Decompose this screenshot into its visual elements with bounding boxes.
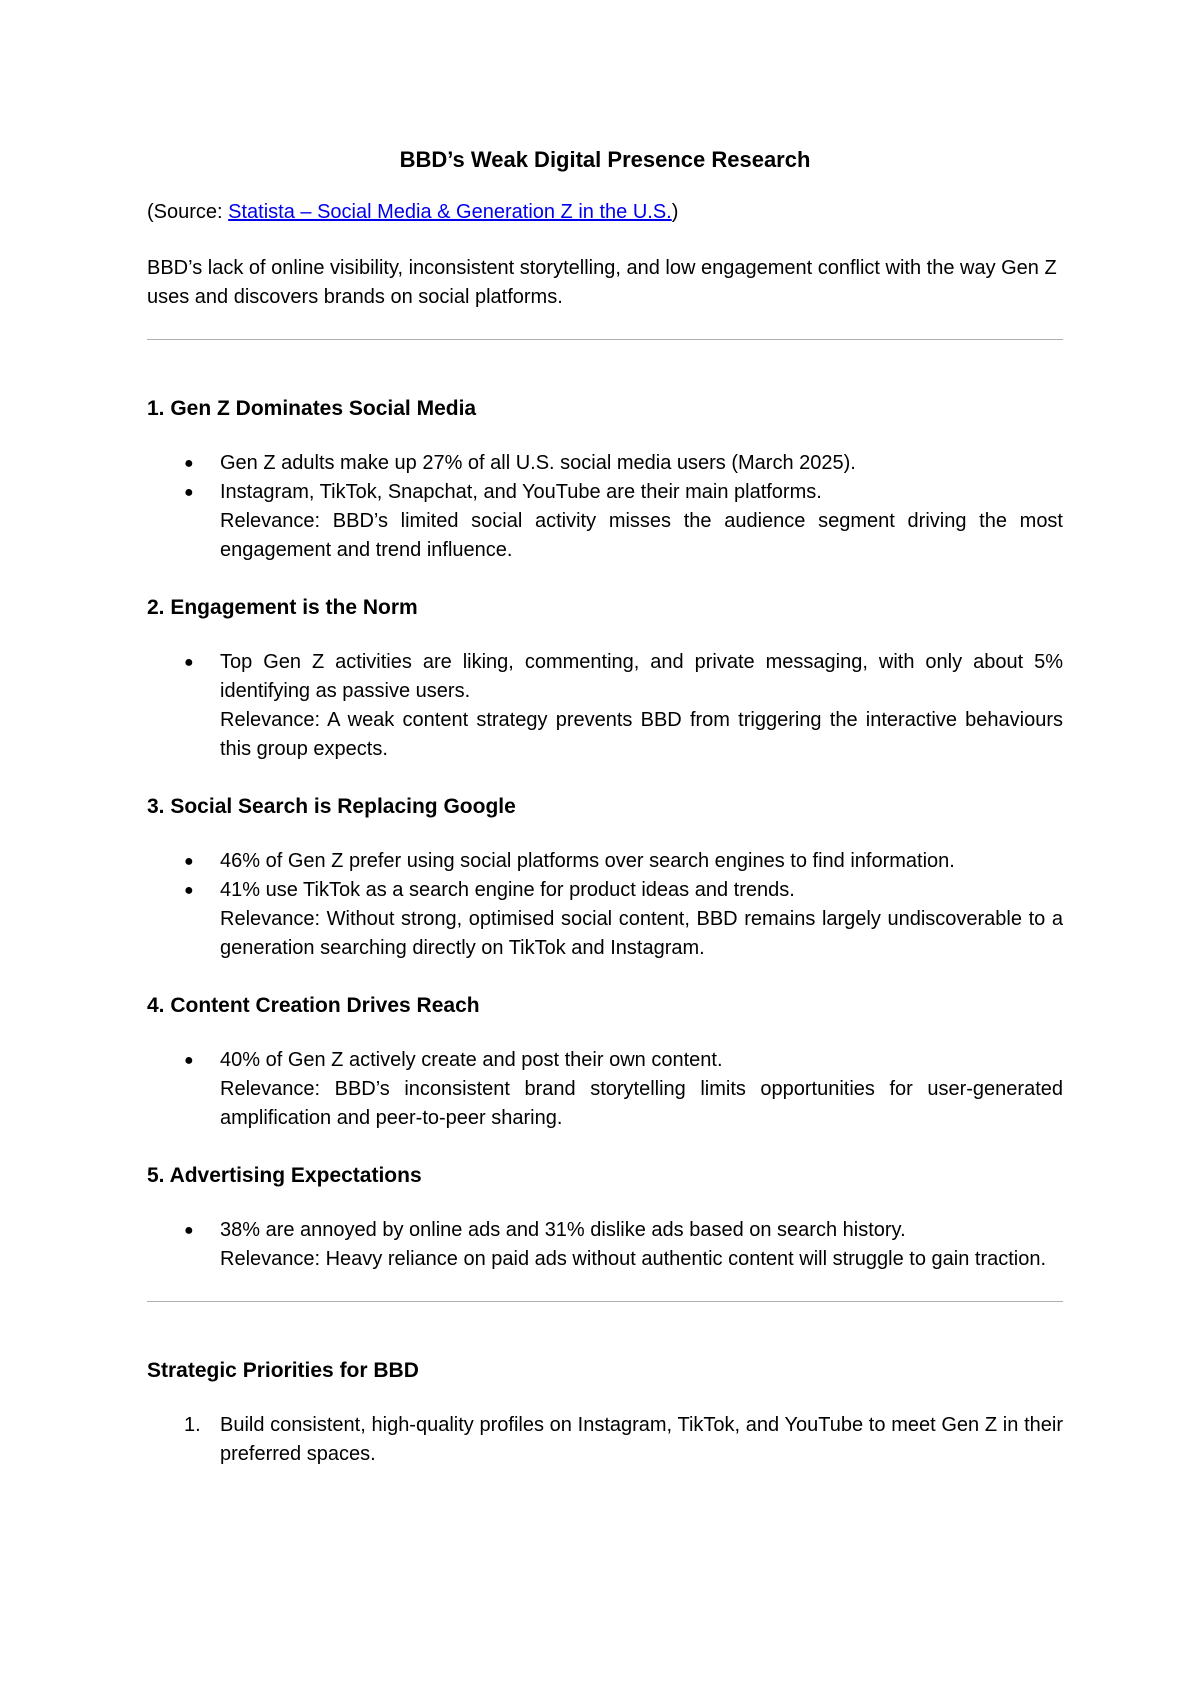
bullet-icon: ● [184,484,194,501]
bullet-text: 40% of Gen Z actively create and post their own content. [220,1049,723,1071]
relevance-text: Relevance: BBD’s limited social activity misses the audience segment driving the most engagement and trend influence. [220,510,1063,561]
divider [147,1301,1063,1302]
source-prefix: (Source: [147,201,229,223]
source-link[interactable]: Statista – Social Media & Generation Z in the U.S. [228,201,672,223]
section-heading: 3. Social Search is Replacing Google [147,795,516,818]
section-heading: 4. Content Creation Drives Reach [147,994,480,1017]
bullet-icon: ● [184,1052,194,1069]
strategic-heading: Strategic Priorities for BBD [147,1359,419,1382]
bullet-list [147,1046,1063,1133]
bullet-icon: ● [184,455,194,472]
section-heading: 5. Advertising Expectations [147,1164,422,1187]
list-item [147,876,1063,963]
relevance-text: Relevance: Without strong, optimised social content, BBD remains largely undiscoverable to a generation searching directly on TikTok and Instagram. [220,908,1063,959]
bullet-text: 41% use TikTok as a search engine for product ideas and trends. [220,879,795,901]
bullet-icon: ● [184,654,194,671]
bullet-icon: ● [184,1222,194,1239]
bullet-list [147,449,1063,565]
bullet-list [147,847,1063,963]
document-page [147,140,1063,1469]
list-number: 1. [184,1414,201,1436]
list-item [147,478,1063,565]
relevance-text: Relevance: A weak content strategy prevents BBD from triggering the interactive behaviours this group expects. [220,709,1063,760]
numbered-list [147,1411,1063,1469]
bullet-text: 38% are annoyed by online ads and 31% dislike ads based on search history. [220,1219,906,1241]
relevance-text: Relevance: BBD’s inconsistent brand storytelling limits opportunities for user-generated amplification and peer-to-peer sharing. [220,1078,1063,1129]
bullet-text: Top Gen Z activities are liking, commenting, and private messaging, with only about 5% identifying as passive users. [220,651,1063,702]
bullet-icon: ● [184,853,194,870]
intro-paragraph: BBD’s lack of online visibility, inconsistent storytelling, and low engagement conflict with the way Gen Z uses and discovers brands on social platforms. [147,257,1057,308]
bullet-list [147,648,1063,764]
list-item-text: Build consistent, high-quality profiles on Instagram, TikTok, and YouTube to meet Gen Z in their preferred spaces. [220,1414,1063,1465]
divider [147,339,1063,340]
relevance-text: Relevance: Heavy reliance on paid ads without authentic content will struggle to gain traction. [220,1248,1047,1270]
bullet-text: Instagram, TikTok, Snapchat, and YouTube are their main platforms. [220,481,822,503]
list-item [147,1411,1063,1469]
bullet-list [147,1216,1063,1274]
list-item [147,1046,1063,1133]
list-item [147,449,1063,478]
source-line [147,198,1063,227]
bullet-icon: ● [184,882,194,899]
list-item [147,847,1063,876]
section-heading: 2. Engagement is the Norm [147,596,418,619]
list-item [147,648,1063,764]
bullet-text: 46% of Gen Z prefer using social platforms over search engines to find information. [220,850,955,872]
bullet-text: Gen Z adults make up 27% of all U.S. social media users (March 2025). [220,452,856,474]
document-title: BBD’s Weak Digital Presence Research [399,147,811,172]
section-heading: 1. Gen Z Dominates Social Media [147,397,477,420]
list-item [147,1216,1063,1274]
source-suffix: ) [671,201,679,223]
